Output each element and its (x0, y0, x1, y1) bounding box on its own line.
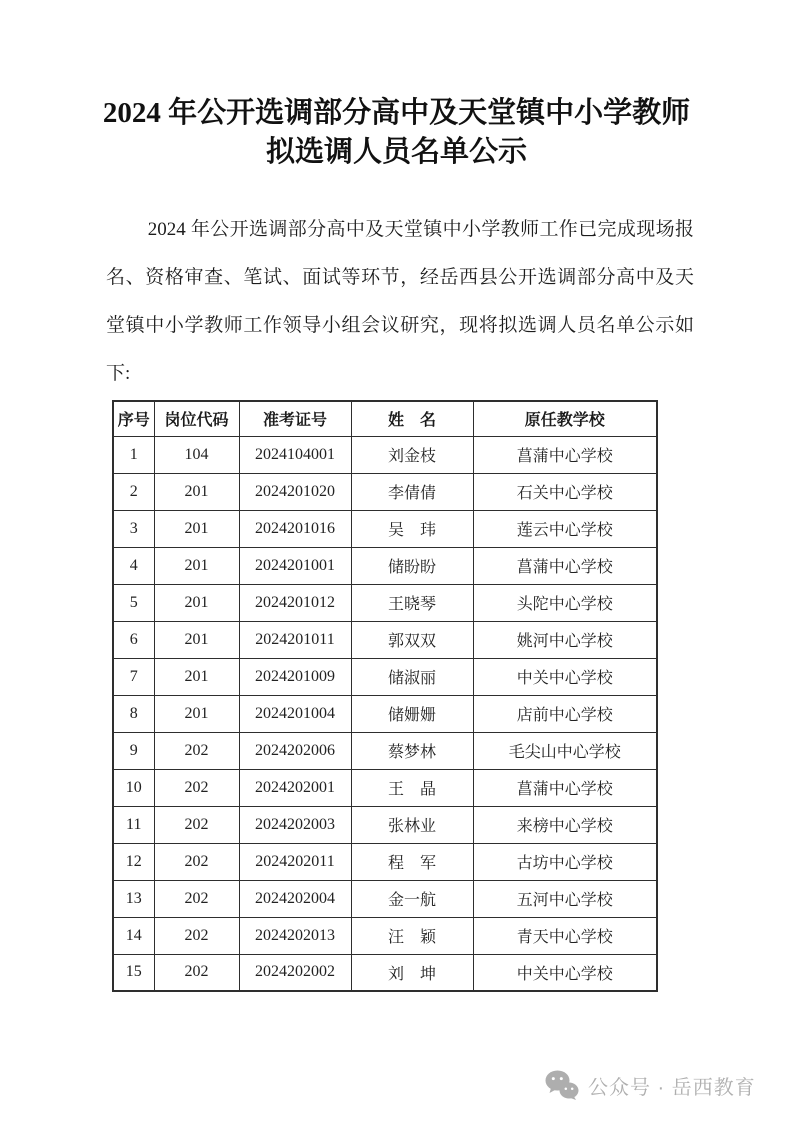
table-cell: 6 (113, 621, 154, 658)
table-cell: 201 (154, 695, 239, 732)
table-cell: 7 (113, 658, 154, 695)
table-cell: 菖蒲中心学校 (473, 547, 657, 584)
table-row (113, 954, 657, 991)
table-cell: 1 (113, 436, 154, 473)
table-row (113, 547, 657, 584)
table-cell: 2024202013 (239, 917, 351, 954)
table-cell: 古坊中心学校 (473, 843, 657, 880)
table-cell: 2024201001 (239, 547, 351, 584)
table-cell: 青天中心学校 (473, 917, 657, 954)
table-cell: 201 (154, 584, 239, 621)
table-cell: 201 (154, 621, 239, 658)
table-cell: 2024202004 (239, 880, 351, 917)
table-row (113, 732, 657, 769)
table-cell: 储姗姗 (351, 695, 473, 732)
table-cell: 15 (113, 954, 154, 991)
footer (545, 1070, 756, 1100)
table-cell: 中关中心学校 (473, 658, 657, 695)
table-cell: 2024202006 (239, 732, 351, 769)
table-row (113, 695, 657, 732)
table-cell: 201 (154, 658, 239, 695)
table-cell: 2024202011 (239, 843, 351, 880)
intro-paragraph: 2024 年公开选调部分高中及天堂镇中小学教师工作已完成现场报名、资格审查、笔试、面试等环节，经岳西县公开选调部分高中及天堂镇中小学教师工作领导小组会议研究，现将拟选调人员名单公示如下: (106, 219, 694, 384)
table-cell: 10 (113, 769, 154, 806)
table-cell: 2024202001 (239, 769, 351, 806)
table-cell: 菖蒲中心学校 (473, 436, 657, 473)
table-cell: 4 (113, 547, 154, 584)
table-cell: 毛尖山中心学校 (473, 732, 657, 769)
table-cell: 2 (113, 473, 154, 510)
table-cell: 石关中心学校 (473, 473, 657, 510)
page-title-line1: 2024 年公开选调部分高中及天堂镇中小学教师 (102, 97, 691, 129)
table-cell: 金一航 (351, 880, 473, 917)
table-cell: 5 (113, 584, 154, 621)
table-cell: 14 (113, 917, 154, 954)
table-row (113, 584, 657, 621)
table-cell: 2024202003 (239, 806, 351, 843)
table-cell: 头陀中心学校 (473, 584, 657, 621)
table-cell: 2024201016 (239, 510, 351, 547)
table-header-cell: 岗位代码 (154, 401, 239, 436)
table-cell: 程 军 (351, 843, 473, 880)
table-cell: 202 (154, 954, 239, 991)
table-cell: 202 (154, 880, 239, 917)
table-cell: 13 (113, 880, 154, 917)
table-cell: 李倩倩 (351, 473, 473, 510)
table-row (113, 880, 657, 917)
table-cell: 3 (113, 510, 154, 547)
table-cell: 2024201020 (239, 473, 351, 510)
table-cell: 储盼盼 (351, 547, 473, 584)
table-cell: 202 (154, 806, 239, 843)
table-row (113, 769, 657, 806)
table-cell: 201 (154, 510, 239, 547)
table-row (113, 806, 657, 843)
table-cell: 8 (113, 695, 154, 732)
table-cell: 9 (113, 732, 154, 769)
table-header-cell: 准考证号 (239, 401, 351, 436)
table-cell: 2024201012 (239, 584, 351, 621)
table-cell: 莲云中心学校 (473, 510, 657, 547)
table-cell: 201 (154, 547, 239, 584)
table-row (113, 621, 657, 658)
table-cell: 五河中心学校 (473, 880, 657, 917)
table-cell: 郭双双 (351, 621, 473, 658)
table-cell: 店前中心学校 (473, 695, 657, 732)
footer-account-label: 公众号 · 岳西教育 (588, 1076, 756, 1099)
table-body (113, 436, 657, 991)
table-cell: 王晓琴 (351, 584, 473, 621)
table-cell: 中关中心学校 (473, 954, 657, 991)
table-cell: 王 晶 (351, 769, 473, 806)
table-cell: 2024202002 (239, 954, 351, 991)
table-row (113, 843, 657, 880)
wechat-icon (545, 1070, 579, 1100)
table-cell: 201 (154, 473, 239, 510)
table-cell: 104 (154, 436, 239, 473)
table-row (113, 510, 657, 547)
table-cell: 12 (113, 843, 154, 880)
table-cell: 2024201011 (239, 621, 351, 658)
page-title (0, 94, 793, 172)
table-header-cell: 序号 (113, 401, 154, 436)
table-cell: 202 (154, 917, 239, 954)
table-cell: 储淑丽 (351, 658, 473, 695)
table-header-cell: 原任教学校 (473, 401, 657, 436)
table-cell: 姚河中心学校 (473, 621, 657, 658)
table-header-row (113, 401, 657, 436)
table-cell: 刘金枝 (351, 436, 473, 473)
table-cell: 来榜中心学校 (473, 806, 657, 843)
table-cell: 刘 坤 (351, 954, 473, 991)
table-cell: 吴 玮 (351, 510, 473, 547)
table-cell: 汪 颖 (351, 917, 473, 954)
table-cell: 菖蒲中心学校 (473, 769, 657, 806)
table-cell: 11 (113, 806, 154, 843)
table-cell: 202 (154, 843, 239, 880)
table-cell: 2024201004 (239, 695, 351, 732)
table-row (113, 917, 657, 954)
table-row (113, 473, 657, 510)
table-cell: 2024201009 (239, 658, 351, 695)
table-cell: 张林业 (351, 806, 473, 843)
table-row (113, 436, 657, 473)
roster-table (112, 400, 658, 992)
table-cell: 202 (154, 732, 239, 769)
table-cell: 蔡梦林 (351, 732, 473, 769)
table-cell: 2024104001 (239, 436, 351, 473)
table-cell: 202 (154, 769, 239, 806)
table-row (113, 658, 657, 695)
table-header-cell: 姓 名 (351, 401, 473, 436)
page-title-line2: 拟选调人员名单公示 (265, 136, 527, 168)
